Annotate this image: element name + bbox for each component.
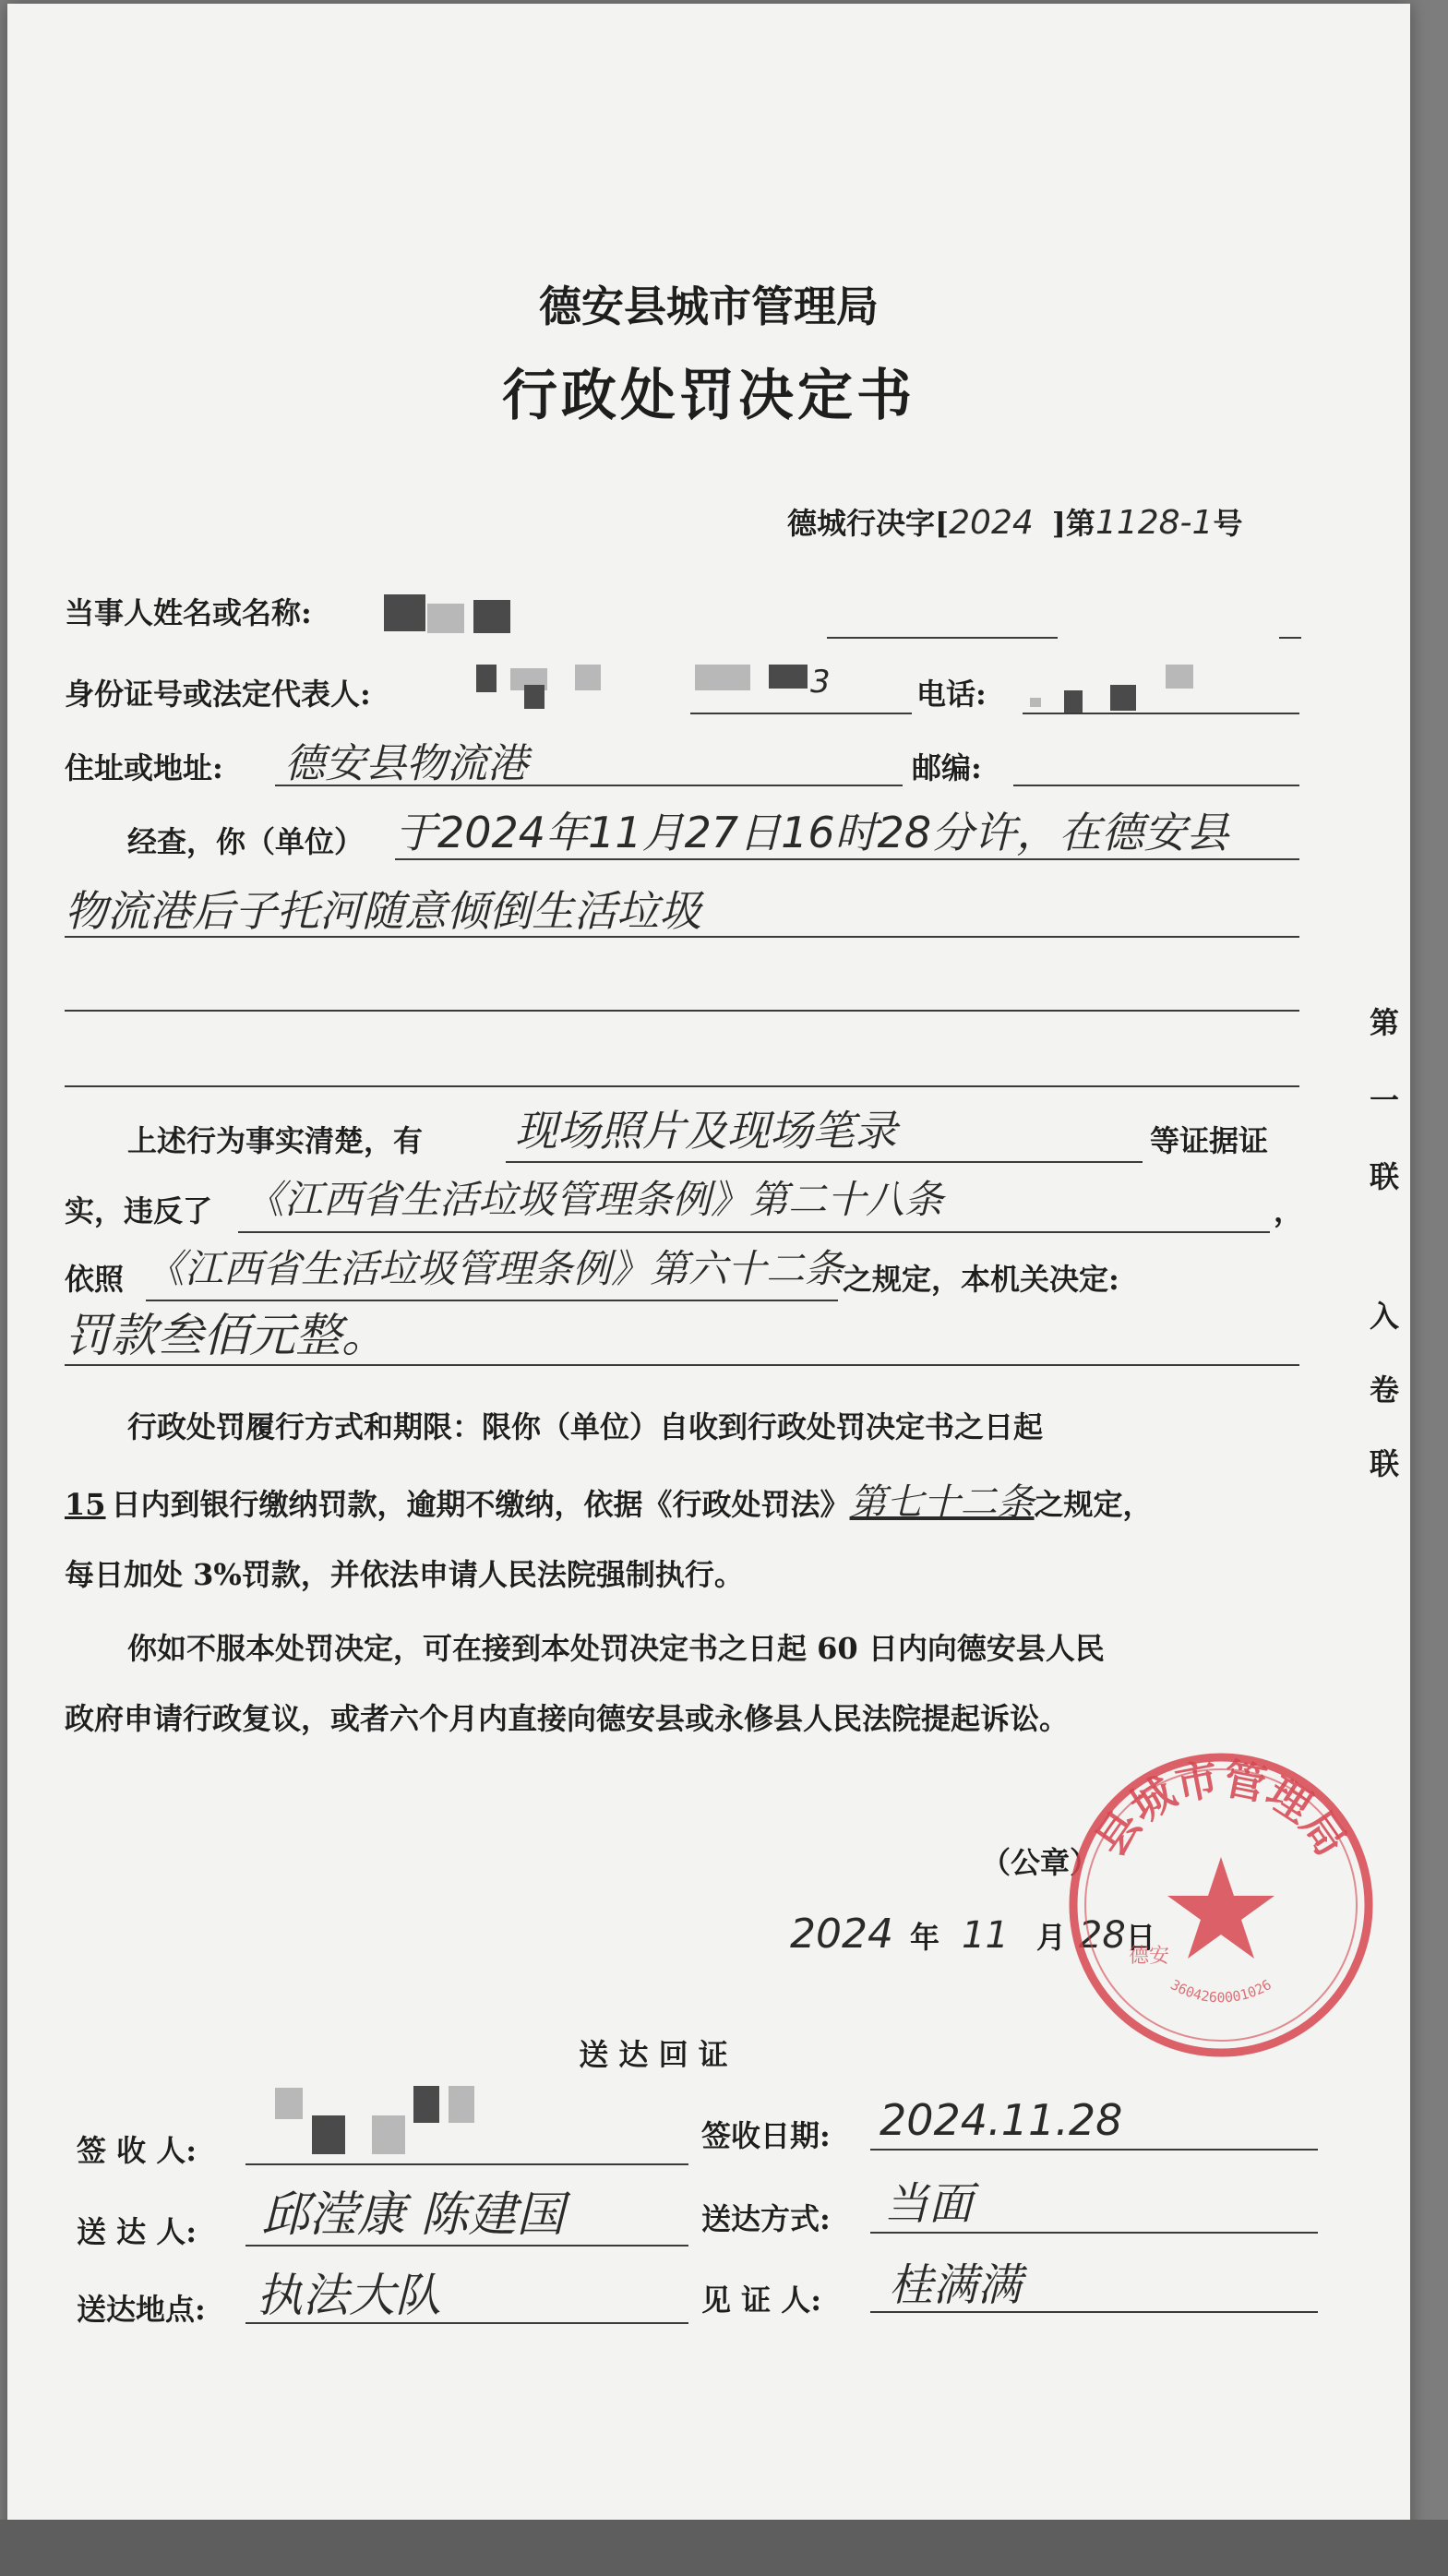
basis-underline	[146, 1300, 838, 1301]
receipt-witness-label: 见 证 人:	[701, 2282, 822, 2318]
background-desk	[0, 2520, 1448, 2576]
org-name: 德安县城市管理局	[539, 282, 879, 331]
violation-hand: 《江西省生活垃圾管理条例》第二十八条	[245, 1177, 944, 1222]
seal-month: 11	[962, 1914, 1009, 1957]
seal-day: 28	[1078, 1914, 1126, 1957]
receipt-place-value: 执法大队	[257, 2269, 441, 2322]
side-label-1: 第	[1369, 1005, 1399, 1040]
phone-label: 电话:	[916, 677, 987, 712]
violation-suffix: ，	[1274, 1193, 1304, 1228]
receipt-method-value: 当面	[884, 2178, 974, 2230]
redacted-id-1	[476, 665, 497, 692]
seal-year-unit: 年	[909, 1920, 939, 1955]
evidence-prefix: 上述行为事实清楚，有	[127, 1123, 424, 1158]
redacted-name-blur	[427, 604, 464, 633]
facts-underline-3	[65, 1010, 1299, 1012]
seal-label: （公章）	[981, 1845, 1100, 1880]
basis-hand: 《江西省生活垃圾管理条例》第六十二条	[146, 1246, 844, 1291]
facts-line-1: 于2024年11月27日16时28分许，在德安县	[395, 808, 1229, 857]
redacted-phone-4	[1166, 665, 1193, 689]
name-underline	[827, 637, 1058, 639]
redacted-name	[384, 594, 425, 631]
svg-text:3604260001026	[1167, 1976, 1274, 2006]
receipt-place-underline	[245, 2322, 688, 2324]
seal-month-unit: 月	[1035, 1920, 1066, 1955]
address-value: 德安县物流港	[284, 740, 528, 787]
doc-number-middle: ]第	[1051, 506, 1095, 541]
side-label-4: 入	[1369, 1299, 1399, 1334]
postcode-label: 邮编:	[912, 750, 982, 785]
seal-day-unit: 日	[1125, 1920, 1155, 1955]
postcode-underline	[1013, 785, 1299, 786]
document-sheet	[7, 4, 1410, 2551]
party-name-label: 当事人姓名或名称:	[65, 595, 312, 630]
violation-underline	[238, 1231, 1270, 1233]
performance-line-1: 行政处罚履行方式和期限：限你（单位）自收到行政处罚决定书之日起	[127, 1409, 1044, 1444]
appeal-line-2: 政府申请行政复议，或者六个月内直接向德安县或永修县人民法院提起诉讼。	[65, 1701, 1070, 1736]
basis-prefix: 依照	[65, 1262, 125, 1297]
redacted-id-5	[695, 665, 750, 690]
receipt-method-label: 送达方式:	[701, 2201, 831, 2236]
address-underline	[275, 785, 903, 786]
facts-intro: 经查，你（单位）	[127, 824, 365, 859]
performance-hand: 第七十二条	[849, 1481, 1035, 1524]
seal-star-icon	[1167, 1857, 1274, 1959]
seal-text-left: 德安	[1129, 1945, 1170, 1968]
id-label: 身份证号或法定代表人:	[65, 677, 371, 712]
receipt-witness-value: 桂满满	[889, 2259, 1023, 2311]
id-underline	[690, 713, 912, 714]
document-title: 行政处罚决定书	[502, 364, 915, 428]
redacted-signer-1	[275, 2088, 303, 2119]
decision-underline	[65, 1364, 1299, 1366]
facts-underline-4	[65, 1085, 1299, 1087]
doc-number-value: 1128-1	[1095, 504, 1214, 542]
performance-line-3: 每日加处 3%罚款，并依法申请人民法院强制执行。	[65, 1557, 744, 1592]
receipt-signer-label: 签 收 人:	[77, 2133, 197, 2168]
doc-number	[787, 504, 1243, 542]
address-label: 住址或地址:	[65, 750, 223, 785]
name-underline-end	[1279, 637, 1301, 639]
facts-underline-2	[65, 936, 1299, 938]
side-label-5: 卷	[1369, 1372, 1399, 1408]
redacted-id-3	[524, 685, 544, 709]
doc-number-prefix: 德城行决字[	[787, 506, 950, 541]
facts-underline-1	[395, 858, 1299, 860]
receipt-deliverer-label: 送 达 人:	[77, 2214, 197, 2249]
basis-suffix: 之规定，本机关决定:	[843, 1262, 1119, 1297]
receipt-method-underline	[870, 2232, 1318, 2234]
id-visible-char: 3	[810, 664, 831, 701]
evidence-suffix: 等证据证	[1150, 1123, 1269, 1158]
receipt-witness-underline	[870, 2311, 1318, 2313]
facts-line-2: 物流港后子托河随意倾倒生活垃圾	[65, 886, 701, 936]
evidence-hand: 现场照片及现场笔录	[515, 1106, 897, 1156]
official-seal	[1064, 1748, 1378, 2062]
evidence-underline	[506, 1161, 1143, 1163]
receipt-sign-date-label: 签收日期:	[701, 2118, 831, 2153]
receipt-title: 送 达 回 证	[579, 2037, 728, 2072]
redacted-phone-3	[1110, 685, 1136, 711]
side-label-3: 联	[1369, 1159, 1399, 1194]
redacted-name-2	[473, 600, 510, 633]
redacted-signer-4	[413, 2086, 439, 2123]
redacted-phone-1	[1030, 698, 1041, 707]
redacted-signer-2	[312, 2115, 345, 2154]
redacted-signer-5	[449, 2086, 474, 2123]
receipt-sign-date-underline	[870, 2149, 1318, 2151]
doc-number-suffix: 号	[1213, 506, 1243, 541]
receipt-deliverer-value: 邱滢康 陈建国	[261, 2187, 565, 2243]
side-label-6: 联	[1369, 1446, 1399, 1481]
seal-number: 3604260001026	[1167, 1976, 1274, 2007]
performance-suffix: 之规定，	[1034, 1487, 1153, 1522]
violation-prefix: 实，违反了	[65, 1193, 213, 1228]
appeal-line-1: 你如不服本处罚决定，可在接到本处罚决定书之日起 60 日内向德安县人民	[127, 1631, 1105, 1666]
performance-mid: 日内到银行缴纳罚款，逾期不缴纳，依据《行政处罚法》	[111, 1487, 850, 1522]
receipt-deliverer-underline	[245, 2245, 688, 2247]
performance-days: 15	[65, 1487, 106, 1522]
phone-underline	[1023, 713, 1299, 714]
seal-year: 2024	[790, 1911, 893, 1958]
seal-text: 县城市管理局	[1085, 1753, 1357, 1865]
redacted-signer-3	[372, 2115, 405, 2154]
redacted-id-6	[769, 665, 808, 689]
receipt-signer-underline	[245, 2163, 688, 2165]
doc-number-year: 2024	[949, 504, 1034, 542]
performance-line-2	[65, 1481, 1153, 1524]
receipt-place-label: 送达地点:	[77, 2292, 206, 2327]
side-label-2: 一	[1369, 1083, 1399, 1118]
redacted-id-4	[575, 665, 601, 690]
decision-hand: 罚款叁佰元整。	[65, 1309, 388, 1362]
redacted-phone-2	[1064, 690, 1083, 713]
receipt-sign-date-value: 2024.11.28	[880, 2095, 1123, 2145]
